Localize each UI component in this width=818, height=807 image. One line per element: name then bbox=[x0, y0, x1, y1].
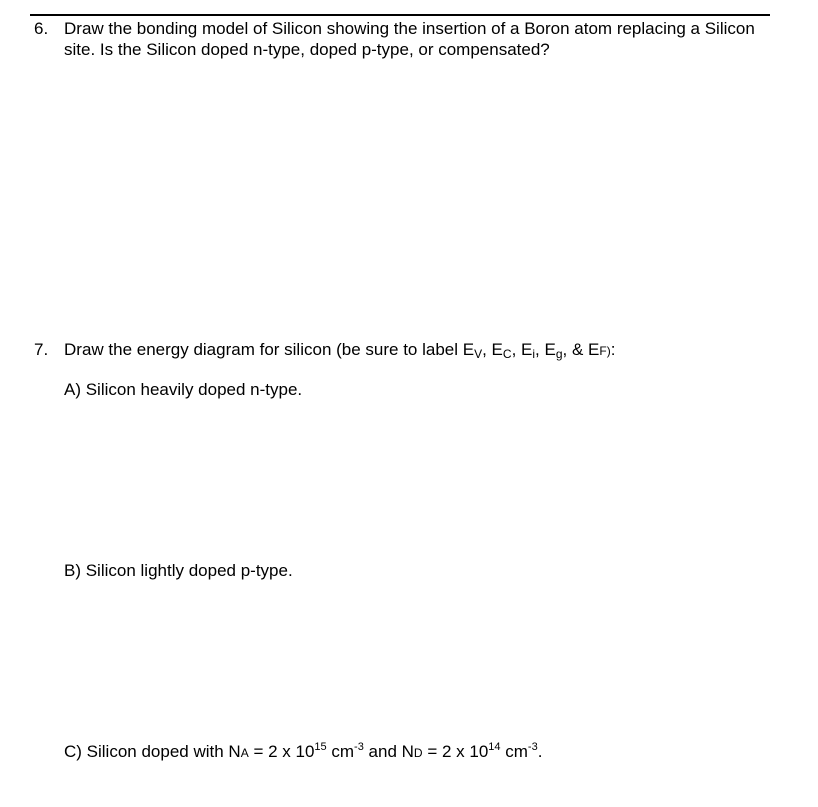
nd-subscript: D bbox=[413, 746, 423, 760]
question-7-part-b: B) Silicon lightly doped p-type. bbox=[64, 561, 293, 580]
ei-subscript: i bbox=[532, 347, 536, 361]
na-exponent: 15 bbox=[314, 741, 327, 753]
na-subscript: A bbox=[240, 746, 249, 760]
question-6-number: 6. bbox=[34, 19, 49, 38]
ef-subscript: F) bbox=[599, 344, 611, 358]
nd-exponent: 14 bbox=[488, 741, 501, 753]
question-7-prompt: Draw the energy diagram for silicon (be sure to label $E_V$, $E_C$, $E_i$, $E_g$, & EF): bbox=[64, 340, 616, 361]
question-7-part-a: A) Silicon heavily doped n-type. bbox=[64, 380, 303, 399]
question-7-number: 7. bbox=[34, 340, 49, 359]
question-7-part-c: C) Silicon doped with NA = 2 x $10^{15}$ $cm^{-3}$ and ND = 2 x $10^{14}$ $cm^{-3}$. bbox=[64, 741, 543, 761]
nd-unit-exponent: -3 bbox=[527, 741, 538, 753]
eg-subscript: g bbox=[555, 347, 563, 361]
question-6-line-1: Draw the bonding model of Silicon showing the insertion of a Boron atom replacing a Silicon bbox=[64, 19, 755, 38]
ec-subscript: C bbox=[502, 347, 512, 361]
na-unit-exponent: -3 bbox=[354, 741, 364, 753]
ev-subscript: V bbox=[474, 347, 483, 361]
question-6-line-2: site. Is the Silicon doped n-type, doped p-type, or compensated? bbox=[64, 40, 550, 59]
top-rule bbox=[30, 14, 770, 16]
